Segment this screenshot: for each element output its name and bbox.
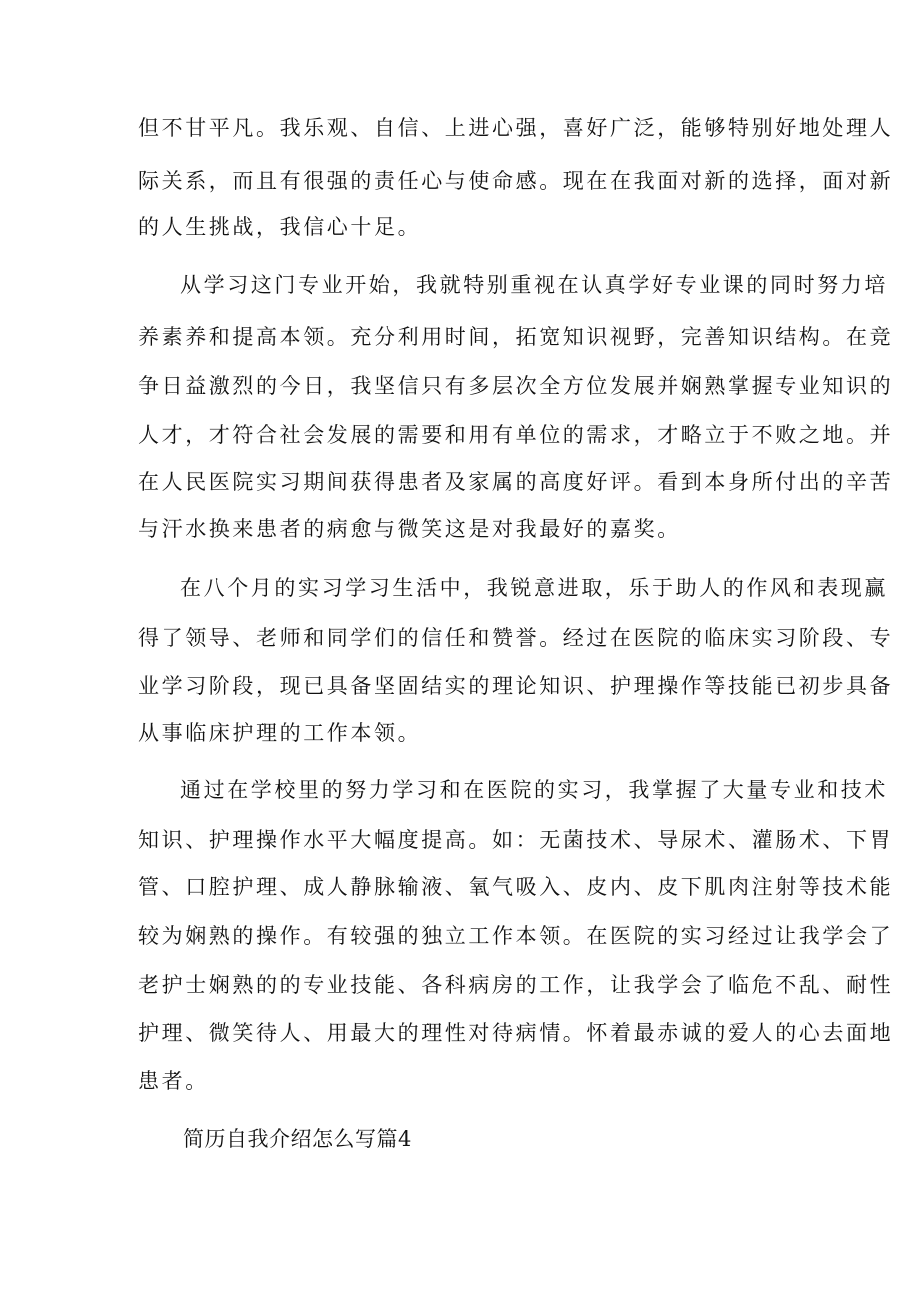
paragraph-2-line-6: 与汗水换来患者的病愈与微笑这是对我最好的嘉奖。 xyxy=(138,517,681,541)
paragraph-4-line-1: 通过在学校里的努力学习和在医院的实习，我掌握了大量专业和技术 xyxy=(180,778,888,802)
paragraph-3-line-3: 业学习阶段，现已具备坚固结实的理论知识、护理操作等技能已初步具备 xyxy=(138,674,894,698)
paragraph-1-line-1: 但不甘平凡。我乐观、自信、上进心强，喜好广泛，能够特别好地处理人 xyxy=(138,116,894,140)
paragraph-4-line-7: 患者。 xyxy=(138,1069,209,1093)
paragraph-2-line-2: 养素养和提高本领。充分利用时间，拓宽知识视野，完善知识结构。在竞 xyxy=(138,325,894,349)
paragraph-2-line-5: 在人民医院实习期间获得患者及家属的高度好评。看到本身所付出的辛苦 xyxy=(138,470,894,494)
paragraph-4-line-2: 知识、护理操作水平大幅度提高。如：无菌技术、导尿术、灌肠术、下胃 xyxy=(138,828,894,852)
paragraph-3-line-2: 得了领导、老师和同学们的信任和赞誉。经过在医院的临床实习阶段、专 xyxy=(138,626,894,650)
paragraph-2-line-4: 人才，才符合社会发展的需要和用有单位的需求，才略立于不败之地。并 xyxy=(138,423,894,447)
paragraph-2-line-1: 从学习这门专业开始，我就特别重视在认真学好专业课的同时努力培 xyxy=(180,273,888,297)
section-heading: 简历自我介绍怎么写篇4 xyxy=(183,1127,412,1151)
paragraph-4-line-3: 管、口腔护理、成人静脉输液、氧气吸入、皮内、皮下肌肉注射等技术能 xyxy=(138,875,894,899)
paragraph-4-line-6: 护理、微笑待人、用最大的理性对待病情。怀着最赤诚的爱人的心去面地 xyxy=(138,1021,894,1045)
paragraph-3-line-4: 从事临床护理的工作本领。 xyxy=(138,721,422,745)
paragraph-1-line-3: 的人生挑战，我信心十足。 xyxy=(138,215,422,239)
paragraph-1-line-2: 际关系，而且有很强的责任心与使命感。现在在我面对新的选择，面对新 xyxy=(138,169,894,193)
paragraph-4-line-4: 较为娴熟的操作。有较强的独立工作本领。在医院的实习经过让我学会了 xyxy=(138,924,894,948)
paragraph-3-line-1: 在八个月的实习学习生活中，我锐意进取，乐于助人的作风和表现赢 xyxy=(180,576,888,600)
paragraph-4-line-5: 老护士娴熟的的专业技能、各科病房的工作，让我学会了临危不乱、耐性 xyxy=(138,973,894,997)
paragraph-2-line-3: 争日益激烈的今日，我坚信只有多层次全方位发展并娴熟掌握专业知识的 xyxy=(138,374,894,398)
